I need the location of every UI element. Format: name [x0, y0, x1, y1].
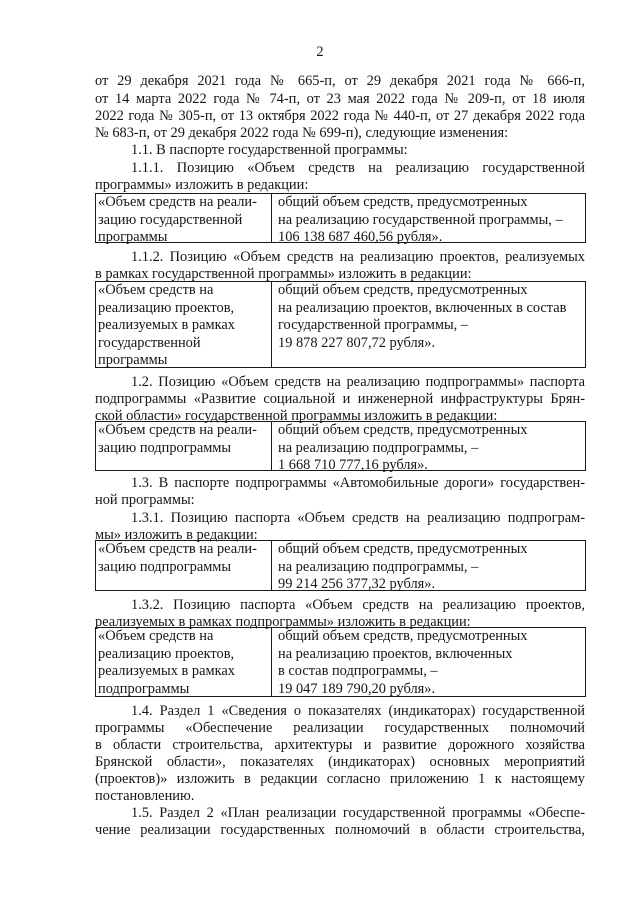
section-1-3-2-heading: 1.3.2. Позицию паспорта «Объем средств на реализацию проектов, [131, 597, 585, 613]
text-line: мы» изложить в редакции: [95, 527, 258, 543]
text-line: от 14 марта 2022 года № 74-п, от 23 мая 2022 года № 209-п, от 18 июля [95, 91, 585, 107]
text-line: программы» изложить в редакции: [95, 177, 309, 193]
text-line: ской области» государственной программы изложить в редакции: [95, 408, 498, 424]
text-line: в области строительства, архитектуры и развитие дорожного хозяйства [95, 737, 585, 753]
section-1-4-heading: 1.4. Раздел 1 «Сведения о показателях (индикаторах) государственной [131, 703, 585, 719]
table-value-cell: общий объем средств, предусмотренных на реализацию проектов, включенных в состав государственной программы, – 19 878 227 807,72 рубля». [278, 282, 567, 351]
text-line: 1.1. В паспорте государственной программы: [131, 142, 408, 158]
table-divider [271, 282, 272, 367]
text-line: чение реализации государственных полномочий в области строительства, [95, 822, 585, 838]
text-line: программы «Обеспечение реализации государственных полномочий [95, 720, 585, 736]
table-divider [271, 541, 272, 590]
text-line: № 683-п, от 29 декабря 2022 года № 699-п), следующие изменения: [95, 125, 509, 141]
table-label-cell: «Объем средств на реали- зацию государственной программы [98, 194, 257, 246]
table-1-1-1 [95, 193, 586, 246]
table-value-cell: общий объем средств, предусмотренных на реализацию подпрограммы, – 99 214 256 377,32 рубля». [278, 541, 528, 593]
text-line: 2022 года № 305-п, от 13 октября 2022 года № 440-п, от 27 декабря 2022 года [95, 108, 585, 124]
text-line: ной программы: [95, 492, 195, 508]
table-value-cell: общий объем средств, предусмотренных на реализацию проектов, включенных в состав подпрограммы, – 19 047 189 790,20 рубля». [278, 628, 528, 697]
table-value-cell: общий объем средств, предусмотренных на реализацию государственной программы, – 106 138 687 460,56 рубля». [278, 194, 563, 246]
table-1-3-2 [95, 627, 586, 697]
table-1-1-2 [95, 281, 586, 368]
section-1-5-heading: 1.5. Раздел 2 «План реализации государственной программы «Обеспе- [131, 805, 585, 821]
section-1-3-heading: 1.3. В паспорте подпрограммы «Автомобильные дороги» государствен- [131, 475, 585, 491]
section-1-3-1-heading: 1.3.1. Позицию паспорта «Объем средств на реализацию подпрограм- [131, 510, 585, 526]
section-1-2-heading: 1.2. Позицию «Объем средств на реализацию подпрограммы» паспорта [131, 374, 585, 390]
table-1-2 [95, 421, 586, 474]
text-line: (проектов)» изложить в редакции согласно приложению 1 к настоящему [95, 771, 585, 787]
table-label-cell: «Объем средств на реализацию проектов, реализуемых в рамках подпрограммы [98, 628, 235, 697]
text-line: постановлению. [95, 788, 195, 804]
table-label-cell: «Объем средств на реали- зацию подпрограммы [98, 541, 257, 575]
table-divider [271, 422, 272, 470]
page-number: 2 [316, 44, 324, 60]
section-1-1-1-heading: 1.1.1. Позицию «Объем средств на реализацию государственной [131, 160, 585, 176]
table-label-cell: «Объем средств на реализацию проектов, реализуемых в рамках государственной программы [98, 282, 235, 369]
table-divider [271, 194, 272, 242]
text-line: подпрограммы «Развитие социальной и инженерной инфраструктуры Брян- [95, 391, 585, 407]
table-1-3-1 [95, 540, 586, 591]
text-line: Брянской области», показателях (индикаторах) основных мероприятий [95, 754, 585, 770]
table-label-cell: «Объем средств на реали- зацию подпрограммы [98, 422, 257, 456]
section-1-1-2-heading: 1.1.2. Позицию «Объем средств на реализацию проектов, реализуемых [131, 249, 585, 265]
text-line: в рамках государственной программы» изложить в редакции: [95, 266, 472, 282]
table-value-cell: общий объем средств, предусмотренных на реализацию подпрограммы, – 1 668 710 777,16 рубля». [278, 422, 528, 474]
text-line: от 29 декабря 2021 года № 665-п, от 29 декабря 2021 года № 666-п, [95, 73, 585, 89]
text-line: реализуемых в рамках подпрограммы» изложить в редакции: [95, 614, 471, 630]
table-divider [271, 628, 272, 696]
